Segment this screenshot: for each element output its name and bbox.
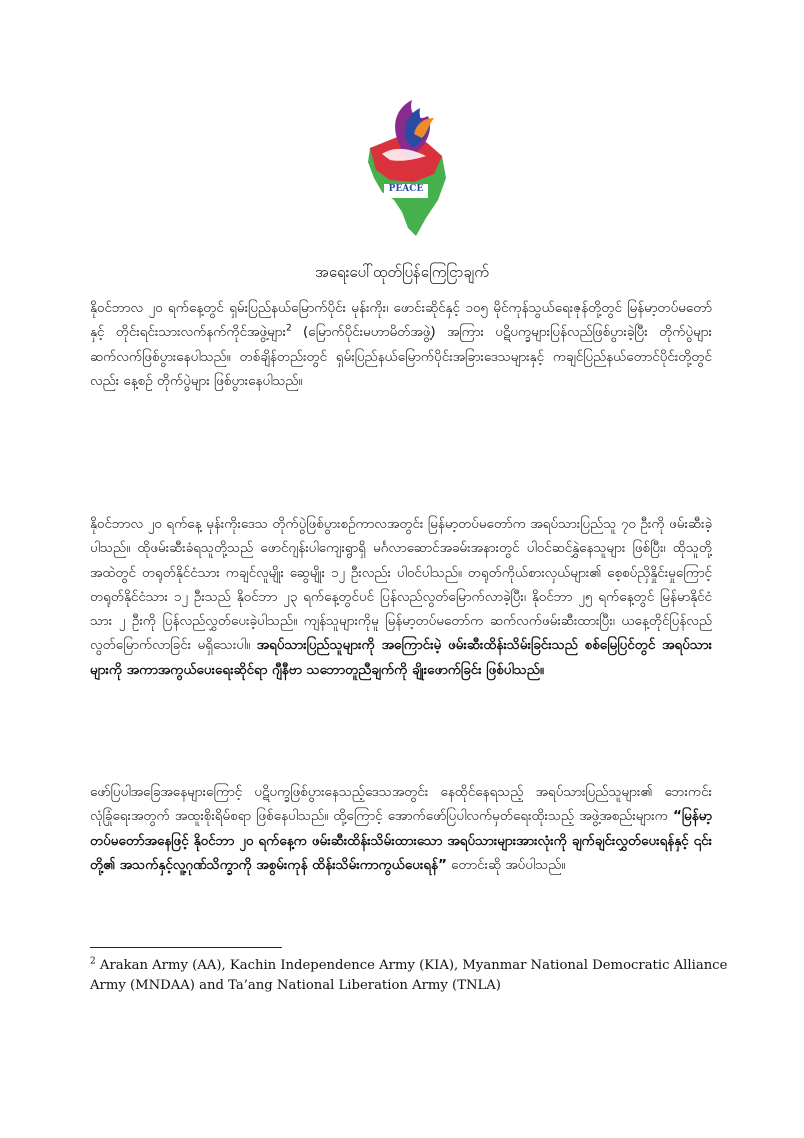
footnote-text: Arakan Army (AA), Kachin Independence Army (KIA), Myanmar National Democratic Alliance Army (MNDAA) and Ta’ang National Liberation Army (TNLA) — [90, 958, 728, 993]
peace-dove-map-icon — [330, 96, 480, 246]
paragraph-1-text: နိုဝင်ဘာလ ၂၀ ရက်နေ့တွင် ရှမ်းပြည်နယ်မြောက်ပိုင်း မုန်းကိုး၊ ဖောင်းဆိုင်နှင့် ၁၀၅ မိုင်ကုန်သွယ်ရေးဇုန်တို့တွင် မြန်မာ့တပ်မတော်နှင့် တိုင်းရင်းသားလက်နက်ကိုင်အဖွဲ့များ — [90, 300, 712, 341]
page-title: အရေးပေါ်ထုတ်ပြန်ကြေငြာချက် — [315, 263, 489, 281]
logo-text: PEACE — [388, 184, 424, 194]
paragraph-1 — [90, 296, 712, 393]
organization-logo — [330, 96, 480, 246]
paragraph-3-text: ဖော်ပြပါအခြေအနေများကြောင့် ပဋိပက္ခဖြစ်ပွားနေသည့်ဒေသအတွင်း နေထိုင်နေရသည့် အရပ်သားပြည်သူများ၏ ဘေးကင်းလုံခြုံရေးအတွက် အထူးစိုးရိမ်စရာ ဖြစ်နေပါသည်။ ထို့ကြောင့် အောက်ဖော်ပြပါလက်မှတ်ရေးထိုးသည့် အဖွဲ့အစည်းများက — [90, 784, 712, 825]
paragraph-2-text: နိုဝင်ဘာလ ၂၀ ရက်နေ့ မုန်းကိုးဒေသ တိုက်ပွဲဖြစ်ပွားစဉ်ကာလအတွင်း မြန်မာ့တပ်မတော်က အရပ်သားပြည်သူ ၇၀ ဦးကို ဖမ်းဆီးခဲ့ပါသည်။ ထိုဖမ်းဆီးခံရသူတို့သည် ဖောင်ဂျန်းပါကျေးရွာရှိ မင်္ဂလာဆောင်အခမ်းအနားတွင် ပါဝင်ဆင်နွှဲနေသူများ ဖြစ်ပြီး၊ ထိုသူတို့အထဲတွင် တရုတ်နိုင်ငံသား ကချင်လူမျိုး ဆွေမျိုး ၁၂ ဦးလည်း ပါဝင်ပါသည်။ တရုတ်ကိုယ်စားလှယ်များ၏ စေ့စပ်ညှိနှိုင်းမှုကြောင့် တရုတ်နိုင်ငံသား ၁၂ ဦးသည် နိုဝင်ဘာ ၂၃ ရက်နေ့တွင်ပင် ပြန်လည်လွတ်မြောက်လာခဲ့ပြီး၊ နိုဝင်ဘာ ၂၅ ရက်နေ့တွင် မြန်မာနိုင်ငံသား ၂ ဦးကို ပြန်လည်လွှတ်ပေးခဲ့ပါသည်။ ကျန်သူများကိုမူ မြန်မာ့တပ်မတော်က ဆက်လက်ဖမ်းဆီးထားပြီး၊ ယနေ့တိုင်ပြန်လည်လွတ်မြောက်လာခြင်း မရှိသေးပါ။ — [90, 516, 712, 654]
footnote — [90, 956, 730, 995]
footnote-marker: 2 — [285, 323, 292, 334]
paragraph-3-text-cont: တောင်းဆို အပ်ပါသည်။ — [446, 856, 566, 873]
footnote-divider — [90, 947, 282, 948]
paragraph-1-text-cont: (မြောက်ပိုင်းမဟာမိတ်အဖွဲ့) အကြား ပဋိပက္ခများပြန်လည်ဖြစ်ပွားခဲ့ပြီး တိုက်ပွဲများ ဆက်လက်ဖြစ်ပွားနေပါသည်။ တစ်ချိန်တည်းတွင် ရှမ်းပြည်နယ်မြောက်ပိုင်းအခြားဒေသများနှင့် ကချင်ပြည်နယ်တောင်ပိုင်းတို့တွင်လည်း နေ့စဉ် တိုက်ပွဲများ ဖြစ်ပွားနေပါသည်။ — [90, 324, 712, 389]
paragraph-2-bold: အရပ်သားပြည်သူများကို အကြောင်းမဲ့ ဖမ်းဆီးထိန်းသိမ်းခြင်းသည် စစ်မြေပြင်တွင် အရပ်သားများကို အကာအကွယ်ပေးရေးဆိုင်ရာ ဂျီနီဗာ သဘောတူညီချက်ကို ချိုးဖောက်ခြင်း ဖြစ်ပါသည်။ — [90, 637, 712, 678]
paragraph-3 — [90, 780, 712, 877]
paragraph-2 — [90, 512, 712, 682]
paragraph-3-bold: “မြန်မာ့တပ်မတော်အနေဖြင့် နိုဝင်ဘာ ၂၀ ရက်နေ့က ဖမ်းဆီးထိန်းသိမ်းထားသော အရပ်သားများအားလုံးကို ချက်ချင်းလွှတ်ပေးရန်နှင့် ၎င်းတို့၏ အသက်နှင့်လူ့ဂုဏ်သိက္ခာကို အစွမ်းကုန် ထိန်းသိမ်းကာကွယ်ပေးရန်” — [90, 808, 712, 873]
footnote-number: 2 — [90, 956, 96, 967]
